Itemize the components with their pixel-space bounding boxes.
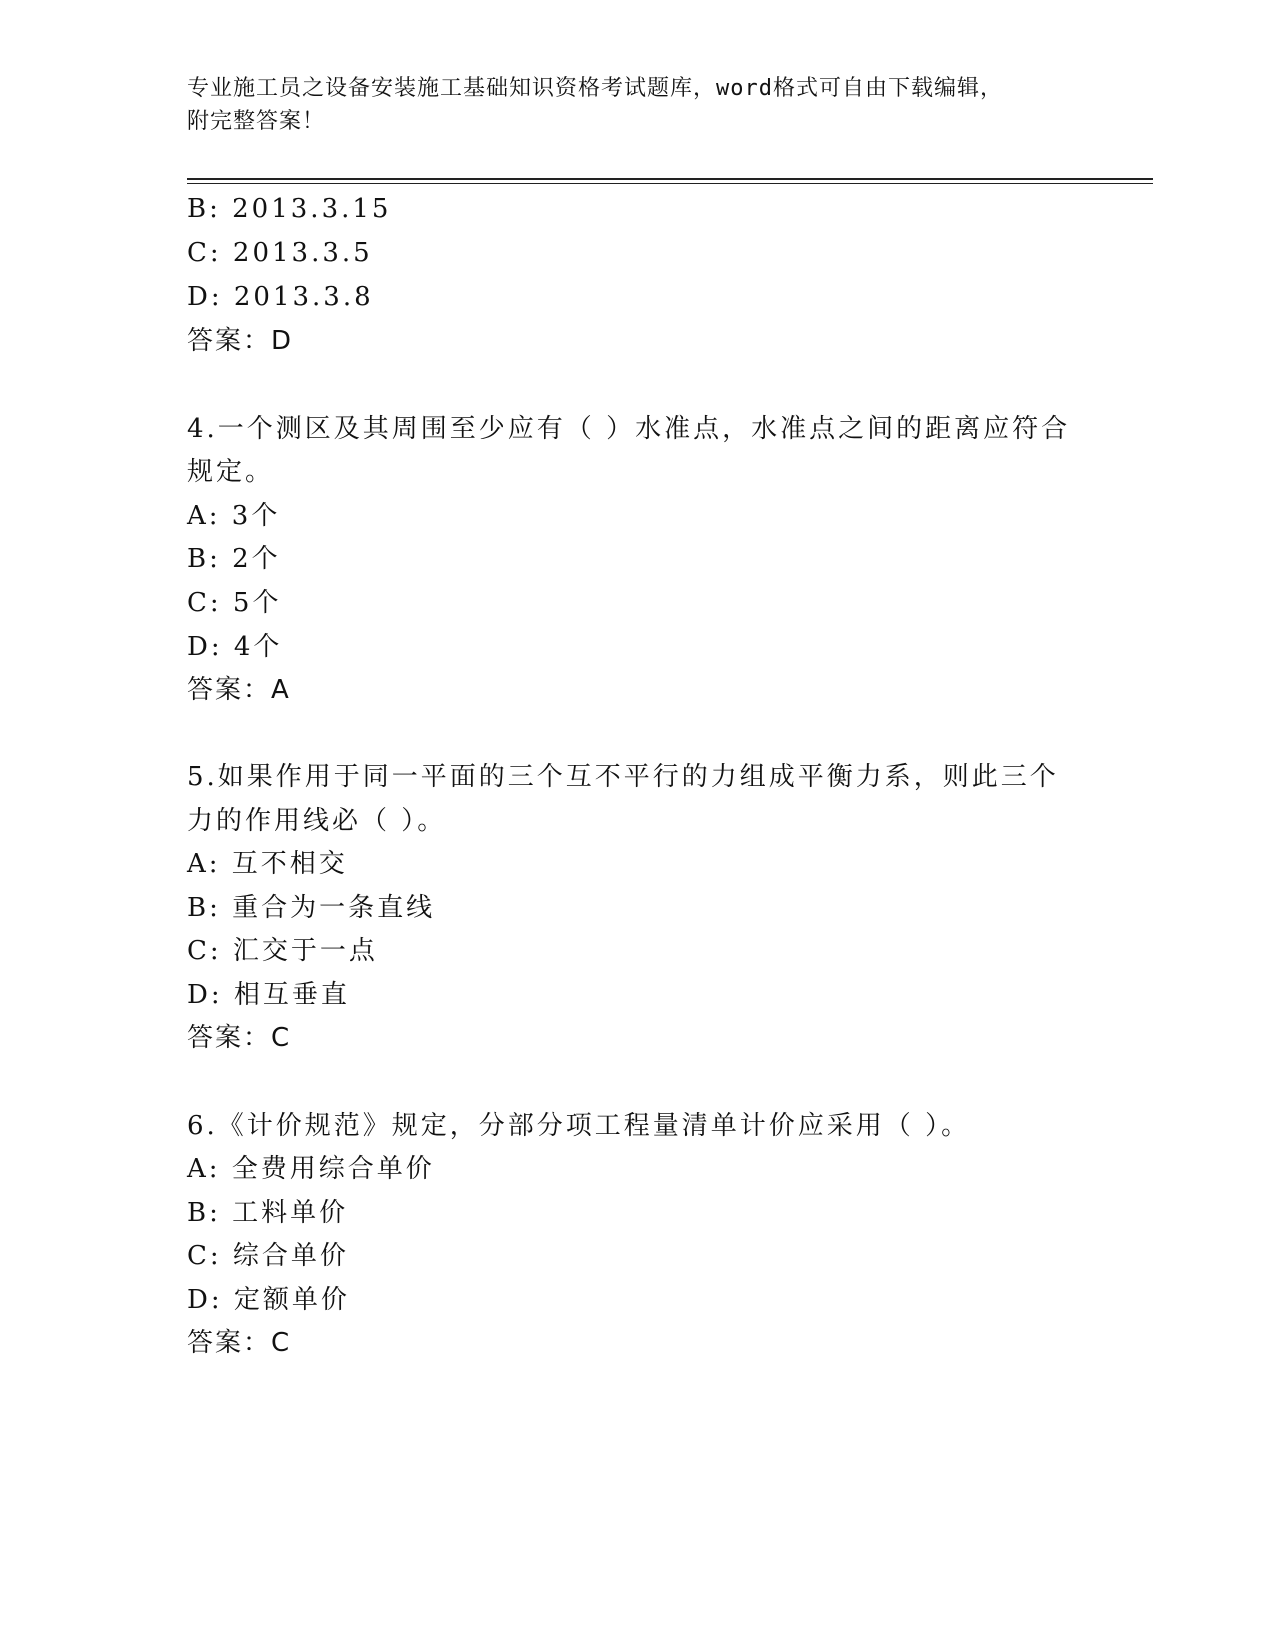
q5-stem-line-2: 力的作用线必（ ）。 xyxy=(187,806,447,836)
q3-option-d: D: 2013.3.8 xyxy=(187,282,374,312)
q4-option-c: C: 5个 xyxy=(187,588,282,618)
q4-option-d: D: 4个 xyxy=(187,632,283,662)
q3-option-b: B: 2013.3.15 xyxy=(187,194,392,224)
q6-option-b: B: 工料单价 xyxy=(187,1198,349,1228)
header-line-2: 附完整答案！ xyxy=(187,109,326,134)
q5-option-a: A: 互不相交 xyxy=(187,849,348,879)
q4-stem-line-2: 规定。 xyxy=(187,457,275,487)
document-header xyxy=(187,72,1087,138)
q6-stem-line-1: 6.《计价规范》规定，分部分项工程量清单计价应采用（ ）。 xyxy=(187,1111,971,1141)
q4-option-b: B: 2个 xyxy=(187,544,281,574)
q5-option-c: C: 汇交于一点 xyxy=(187,936,378,966)
q3-option-c: C: 2013.3.5 xyxy=(187,238,373,268)
q4-answer: 答案：A xyxy=(187,675,291,705)
q6-option-c: C: 综合单价 xyxy=(187,1241,349,1271)
q6-option-d: D: 定额单价 xyxy=(187,1285,350,1315)
q5-option-d: D: 相互垂直 xyxy=(187,980,350,1010)
q6-answer: 答案：C xyxy=(187,1328,292,1358)
q4-stem-line-1: 4.一个测区及其周围至少应有（ ）水准点，水准点之间的距离应符合 xyxy=(187,414,1071,444)
header-divider-thick xyxy=(187,178,1153,180)
q5-answer: 答案：C xyxy=(187,1023,292,1053)
q5-option-b: B: 重合为一条直线 xyxy=(187,893,436,923)
q4-option-a: A: 3个 xyxy=(187,501,281,531)
q5-stem-line-1: 5.如果作用于同一平面的三个互不平行的力组成平衡力系，则此三个 xyxy=(187,762,1059,792)
q6-option-a: A: 全费用综合单价 xyxy=(187,1154,435,1184)
header-divider-thin xyxy=(187,183,1153,184)
header-line-1: 专业施工员之设备安装施工基础知识资格考试题库，word格式可自由下载编辑， xyxy=(187,76,1003,101)
q3-answer: 答案：D xyxy=(187,326,294,356)
